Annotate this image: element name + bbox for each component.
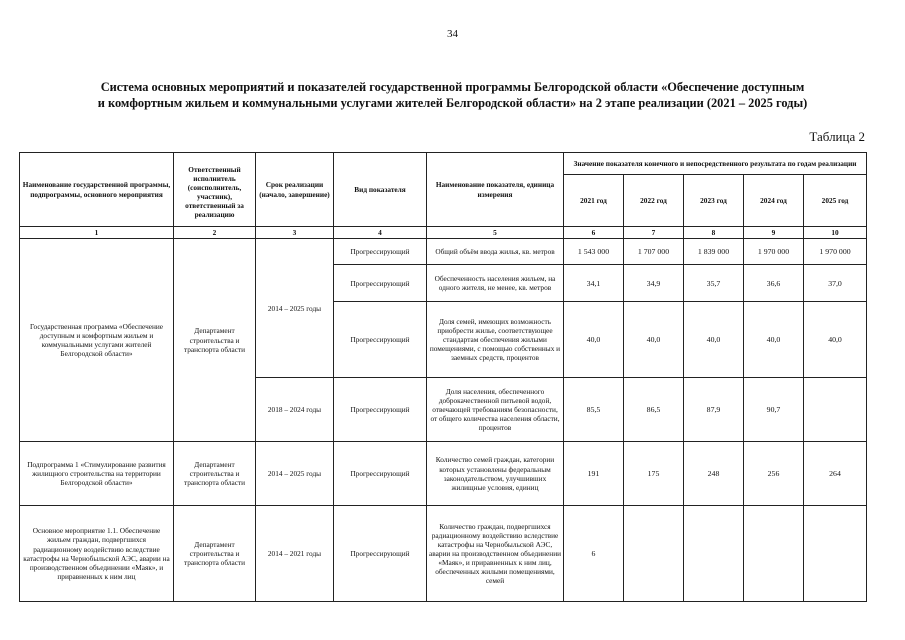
value-2025	[804, 378, 867, 442]
table-row	[20, 239, 867, 265]
table-label: Таблица 2	[809, 129, 865, 144]
table-row	[20, 442, 867, 506]
indicator-name: Доля семей, имеющих возможность приобрести жилье, соответствующее стандартам обеспечения жилыми помещениями, с помощью собственных и заемных средств, процентов	[427, 302, 564, 378]
value-2021: 34,1	[564, 265, 624, 302]
indicator-name: Доля населения, обеспеченного доброкачественной питьевой водой, отвечающей требованиям безопасности, от общего количества населения области, процентов	[427, 378, 564, 442]
column-number: 9	[744, 227, 804, 239]
value-2021: 6	[564, 506, 624, 602]
indicator-type: Прогрессирующий	[334, 442, 427, 506]
period: 2018 – 2024 годы	[256, 378, 334, 442]
value-2021: 85,5	[564, 378, 624, 442]
value-2023: 87,9	[684, 378, 744, 442]
value-2025: 1 970 000	[804, 239, 867, 265]
program-name: Подпрограмма 1 «Стимулирование развития жилищного строительства на территории Белгородской области»	[20, 442, 174, 506]
header-name: Наименование государственной программы, подпрограммы, основного мероприятия	[20, 153, 174, 227]
header-period: Срок реализации (начало, завершение)	[256, 153, 334, 227]
header-year-2025: 2025 год	[804, 175, 867, 227]
column-number: 7	[624, 227, 684, 239]
program-name: Государственная программа «Обеспечение доступным и комфортным жильем и коммунальными услугами жителей Белгородской области»	[20, 239, 174, 442]
value-2022: 40,0	[624, 302, 684, 378]
value-2022: 175	[624, 442, 684, 506]
value-2025: 37,0	[804, 265, 867, 302]
column-number: 8	[684, 227, 744, 239]
value-2021: 1 543 000	[564, 239, 624, 265]
column-number-row	[20, 227, 867, 239]
page-number: 34	[447, 28, 458, 40]
header-executor: Ответственный исполнитель (соисполнитель, участник), ответственный за реализацию	[174, 153, 256, 227]
column-number: 1	[20, 227, 174, 239]
value-2022: 86,5	[624, 378, 684, 442]
program-executor: Департамент строительства и транспорта области	[174, 239, 256, 442]
title-line-1: Система основных мероприятий и показателей государственной программы Белгородской области «Обеспечение доступным	[100, 80, 805, 94]
value-2022: 1 707 000	[624, 239, 684, 265]
program-executor: Департамент строительства и транспорта области	[174, 442, 256, 506]
indicator-type: Прогрессирующий	[334, 265, 427, 302]
column-number: 3	[256, 227, 334, 239]
program-name: Основное мероприятие 1.1. Обеспечение жильем граждан, подвергшихся радиационному воздействию вследствие катастрофы на Чернобыльской АЭС, аварии на производственном объединении «Маяк», и приравненных к ним лиц	[20, 506, 174, 602]
header-values-group: Значение показателя конечного и непосредственного результата по годам реализации	[564, 153, 867, 175]
column-number: 5	[427, 227, 564, 239]
indicator-name: Количество граждан, подвергшихся радиационному воздействию вследствие катастрофы на Чернобыльской АЭС, аварии на производственном объединении «Маяк», и приравненных к ним лиц, обеспеченных жилыми помещениями, семей	[427, 506, 564, 602]
indicator-name: Количество семей граждан, категории которых установлены федеральным законодательством, улучшивших жилищные условия, единиц	[427, 442, 564, 506]
indicators-table	[19, 152, 867, 602]
table-row	[20, 506, 867, 602]
value-2024: 90,7	[744, 378, 804, 442]
document-title	[30, 79, 875, 111]
header-year-2021: 2021 год	[564, 175, 624, 227]
period: 2014 – 2025 годы	[256, 442, 334, 506]
value-2024: 256	[744, 442, 804, 506]
header-indicator-name: Наименование показателя, единица измерения	[427, 153, 564, 227]
title-line-2: и комфортным жильем и коммунальными услугами жителей Белгородской области» на 2 этапе реализации (2021 – 2025 годы)	[97, 96, 808, 110]
indicator-name: Обеспеченность населения жильем, на одного жителя, не менее, кв. метров	[427, 265, 564, 302]
value-2024: 36,6	[744, 265, 804, 302]
column-number: 2	[174, 227, 256, 239]
value-2021: 191	[564, 442, 624, 506]
header-year-2024: 2024 год	[744, 175, 804, 227]
value-2023: 248	[684, 442, 744, 506]
value-2023	[684, 506, 744, 602]
indicator-type: Прогрессирующий	[334, 378, 427, 442]
column-number: 10	[804, 227, 867, 239]
header-indicator-type: Вид показателя	[334, 153, 427, 227]
value-2022	[624, 506, 684, 602]
value-2025	[804, 506, 867, 602]
header-year-2022: 2022 год	[624, 175, 684, 227]
period: 2014 – 2021 годы	[256, 506, 334, 602]
value-2021: 40,0	[564, 302, 624, 378]
value-2024	[744, 506, 804, 602]
indicator-type: Прогрессирующий	[334, 239, 427, 265]
value-2024: 40,0	[744, 302, 804, 378]
value-2022: 34,9	[624, 265, 684, 302]
value-2024: 1 970 000	[744, 239, 804, 265]
indicator-name: Общий объём ввода жилья, кв. метров	[427, 239, 564, 265]
value-2023: 1 839 000	[684, 239, 744, 265]
indicator-type: Прогрессирующий	[334, 506, 427, 602]
indicator-type: Прогрессирующий	[334, 302, 427, 378]
value-2025: 40,0	[804, 302, 867, 378]
column-number: 4	[334, 227, 427, 239]
program-executor: Департамент строительства и транспорта области	[174, 506, 256, 602]
value-2025: 264	[804, 442, 867, 506]
column-number: 6	[564, 227, 624, 239]
value-2023: 40,0	[684, 302, 744, 378]
header-year-2023: 2023 год	[684, 175, 744, 227]
value-2023: 35,7	[684, 265, 744, 302]
period: 2014 – 2025 годы	[256, 239, 334, 378]
